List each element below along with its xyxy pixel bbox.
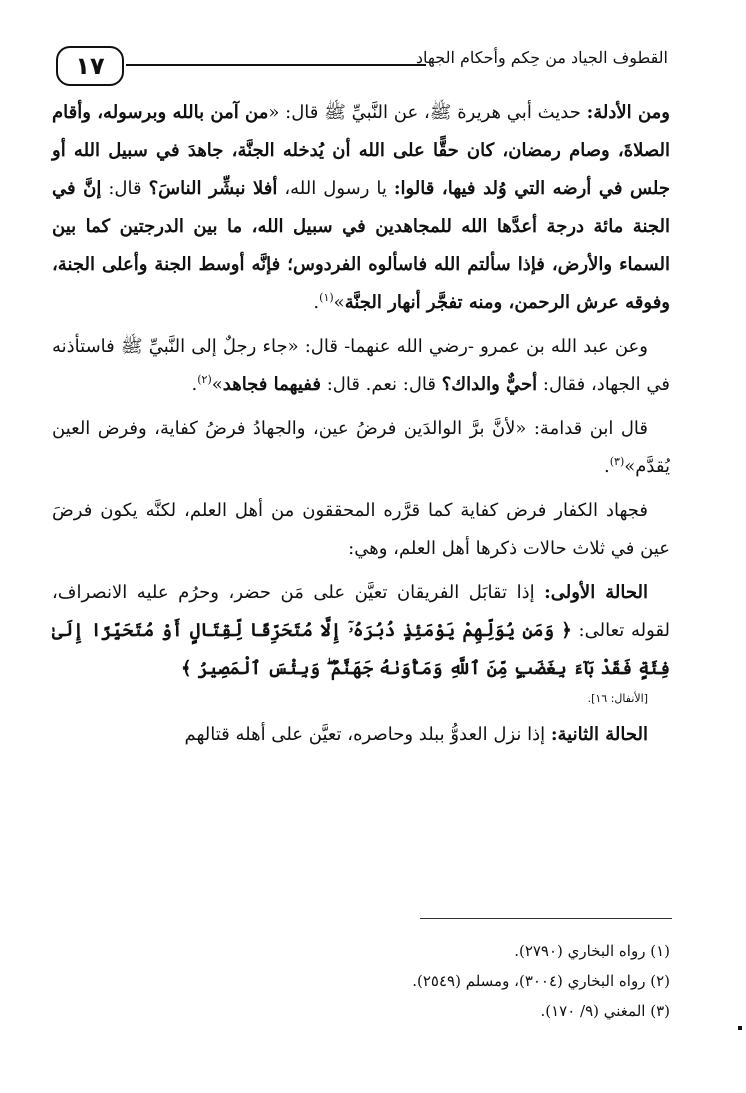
paragraph <box>52 410 670 486</box>
bold-run: الحالة الأولى: <box>544 582 648 603</box>
bold-run: أفلا نبشِّر الناسَ؟ <box>148 178 278 199</box>
text-run: قال: نعم. قال: <box>321 374 442 395</box>
text-run: إذا تقابَل الفريقان تعيَّن على مَن حضر، وحرُم عليه الانصراف، لقوله تعالى: <box>52 582 670 641</box>
text-run: . <box>604 456 610 477</box>
bold-run: ﴿ وَمَن يُوَلِّهِمْ يَوْمَئِذٍ دُبُرَهُۥٓ إِلَّا مُتَحَرِّفًا لِّقِتَالٍ أَوْ مُتَحَيِّزًا إِلَىٰ فِئَةٍ فَقَدْ بَآءَ بِغَضَبٍ مِّنَ ٱللَّهِ وَمَأْوَىٰهُ جَهَنَّمُ ۖ وَبِئْسَ ٱلْمَصِيرُ ﴾ <box>52 620 670 679</box>
bold-run: الحالة الثانية: <box>550 724 648 745</box>
footnotes <box>52 936 670 1026</box>
page-number: ١٧ <box>56 46 124 86</box>
text-run: حديث أبي هريرة ﷺ، عن النَّبيِّ ﷺ قال: « <box>268 102 587 123</box>
text-run: قال: <box>101 178 149 199</box>
bold-run: ومن الأدلة: <box>586 102 670 123</box>
text-run: يا رسول الله، <box>277 178 394 199</box>
bold-run: إنَّ في الجنة مائة درجة أعدَّها الله للمجاهدين في سبيل الله، ما بين الدرجتين كما بين السماء والأرض، فإذا سألتم الله فاسألوه الفردوس؛ فإنَّه أوسط الجنة وأعلى الجنة، وفوقه عرش الرحمن، ومنه تفجَّر أنهار الجنَّة <box>52 178 670 313</box>
running-title: القطوف الجياد من حِكم وأحكام الجهاد <box>415 48 668 67</box>
footnote: (٢) رواه البخاري (٣٠٠٤)، ومسلم (٢٥٤٩). <box>412 972 670 990</box>
header-rule <box>126 64 426 66</box>
paragraph <box>52 574 670 710</box>
paragraph <box>52 716 670 754</box>
footnote: (٣) المغني (٩/ ١٧٠). <box>540 1002 670 1020</box>
footnote-marker: (١) <box>319 291 334 304</box>
text-run: . <box>191 374 198 395</box>
text-run: إذا نزل العدوُّ ببلد وحاصره، تعيَّن على أهله قتالهم <box>184 724 551 745</box>
text-run: » <box>333 292 345 313</box>
paragraph <box>52 328 670 404</box>
footnote-rule <box>420 918 672 919</box>
footnote-marker: (٢) <box>197 373 212 386</box>
footnote: (١) رواه البخاري (٢٧٩٠). <box>514 942 670 960</box>
text-run: » <box>211 374 223 395</box>
text-run: قال ابن قدامة: «لأنَّ برَّ الوالدَين فرضُ عين، والجهادُ فرضُ كفاية، وفرض العين يُقدَّم» <box>52 418 670 477</box>
text-run: فجهاد الكفار فرض كفاية كما قرَّره المحققون من أهل العلم، لكنَّه يكون فرضَ عين في ثلاث حالات ذكرها أهل العلم، وهي: <box>52 500 670 559</box>
text-run: وعن عبد الله بن عمرو -رضي الله عنهما- قال: «جاء رجلٌ إلى النَّبيِّ ﷺ فاستأذنه في الجهاد، فقال: <box>52 336 670 395</box>
paragraph <box>52 492 670 568</box>
paragraph <box>52 94 670 322</box>
footnote-marker: (٣) <box>609 455 625 468</box>
margin-dot <box>738 1026 742 1030</box>
bold-run: أحيٌّ والداك؟ <box>441 374 538 395</box>
bold-run: من آمن بالله وبرسوله، وأقام الصلاةَ، وصام رمضان، كان حقًّا على الله أن يُدخله الجنَّة، جاهدَ في سبيل الله أو جلس في أرضه التي وُلد فيها، قالوا: <box>52 102 671 199</box>
body-text <box>52 94 670 760</box>
page-header <box>48 40 670 102</box>
quran-reference: [الأنفال: ١٦]. <box>587 692 648 705</box>
bold-run: ففيهما فجاهد <box>222 374 321 395</box>
text-run: . <box>313 292 320 313</box>
